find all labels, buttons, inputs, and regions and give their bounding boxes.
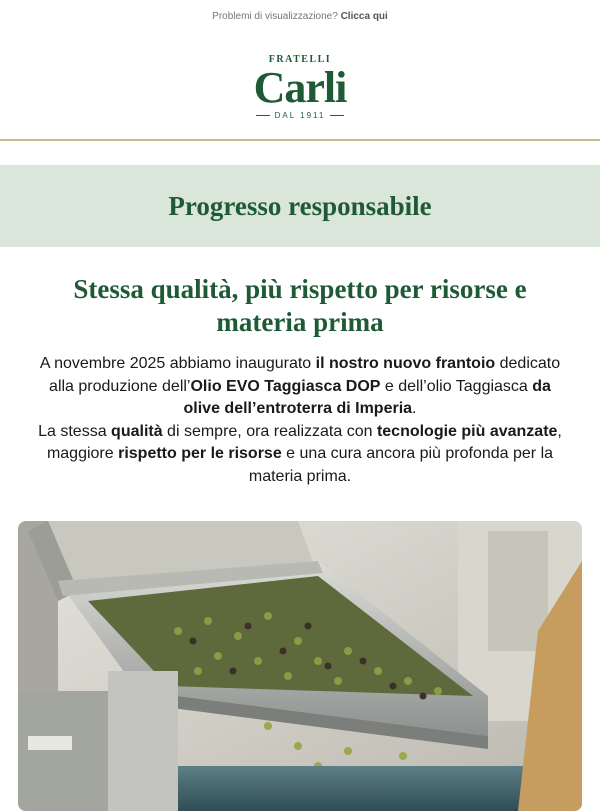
- body-bold: qualità: [111, 422, 163, 440]
- logo-fratelli: FRATELLI: [268, 54, 332, 65]
- body-bold: tecnologie più avanzate: [376, 422, 558, 440]
- body-bold: il nostro nuovo frantoio: [315, 355, 496, 372]
- logo-since: [0, 111, 600, 120]
- olive-mill-photo[interactable]: [18, 521, 582, 811]
- body-bold: rispetto per le risorse: [118, 445, 282, 462]
- body-text: A novembre 2025 abbiamo inaugurato: [39, 355, 316, 372]
- spacer: [0, 141, 600, 165]
- brand-logo[interactable]: [0, 20, 600, 139]
- olive-conveyor-illustration: [18, 521, 582, 811]
- article-headline: Stessa qualità, più rispetto per risorse e materia prima: [73, 274, 527, 337]
- section-banner: [0, 165, 600, 247]
- article-body: [30, 353, 570, 488]
- logo-dash-left: [256, 115, 270, 116]
- body-text: , maggiore: [46, 422, 562, 462]
- view-online-link[interactable]: Clicca qui: [340, 11, 388, 22]
- preheader-text: Problemi di visualizzazione?: [212, 11, 338, 22]
- body-text: e dell’olio Taggiasca: [380, 377, 533, 395]
- body-text: dedicato alla produzione dell’: [49, 355, 561, 395]
- banner-title: Progresso responsabile: [168, 190, 432, 221]
- logo-brand: Carli: [253, 63, 347, 112]
- body-bold: da olive dell’entroterra di Imperia: [183, 377, 551, 417]
- body-text: di sempre, ora realizzata con: [162, 422, 377, 440]
- logo-since-text: DAL 1911: [274, 111, 326, 120]
- body-bold: Olio EVO Taggiasca DOP: [190, 377, 381, 395]
- body-text: .: [412, 400, 417, 417]
- preheader: [0, 0, 600, 20]
- body-text: La stessa: [38, 422, 112, 440]
- body-text: e una cura ancora più profonda per la materia prima.: [248, 445, 554, 485]
- logo-dash-right: [330, 115, 344, 116]
